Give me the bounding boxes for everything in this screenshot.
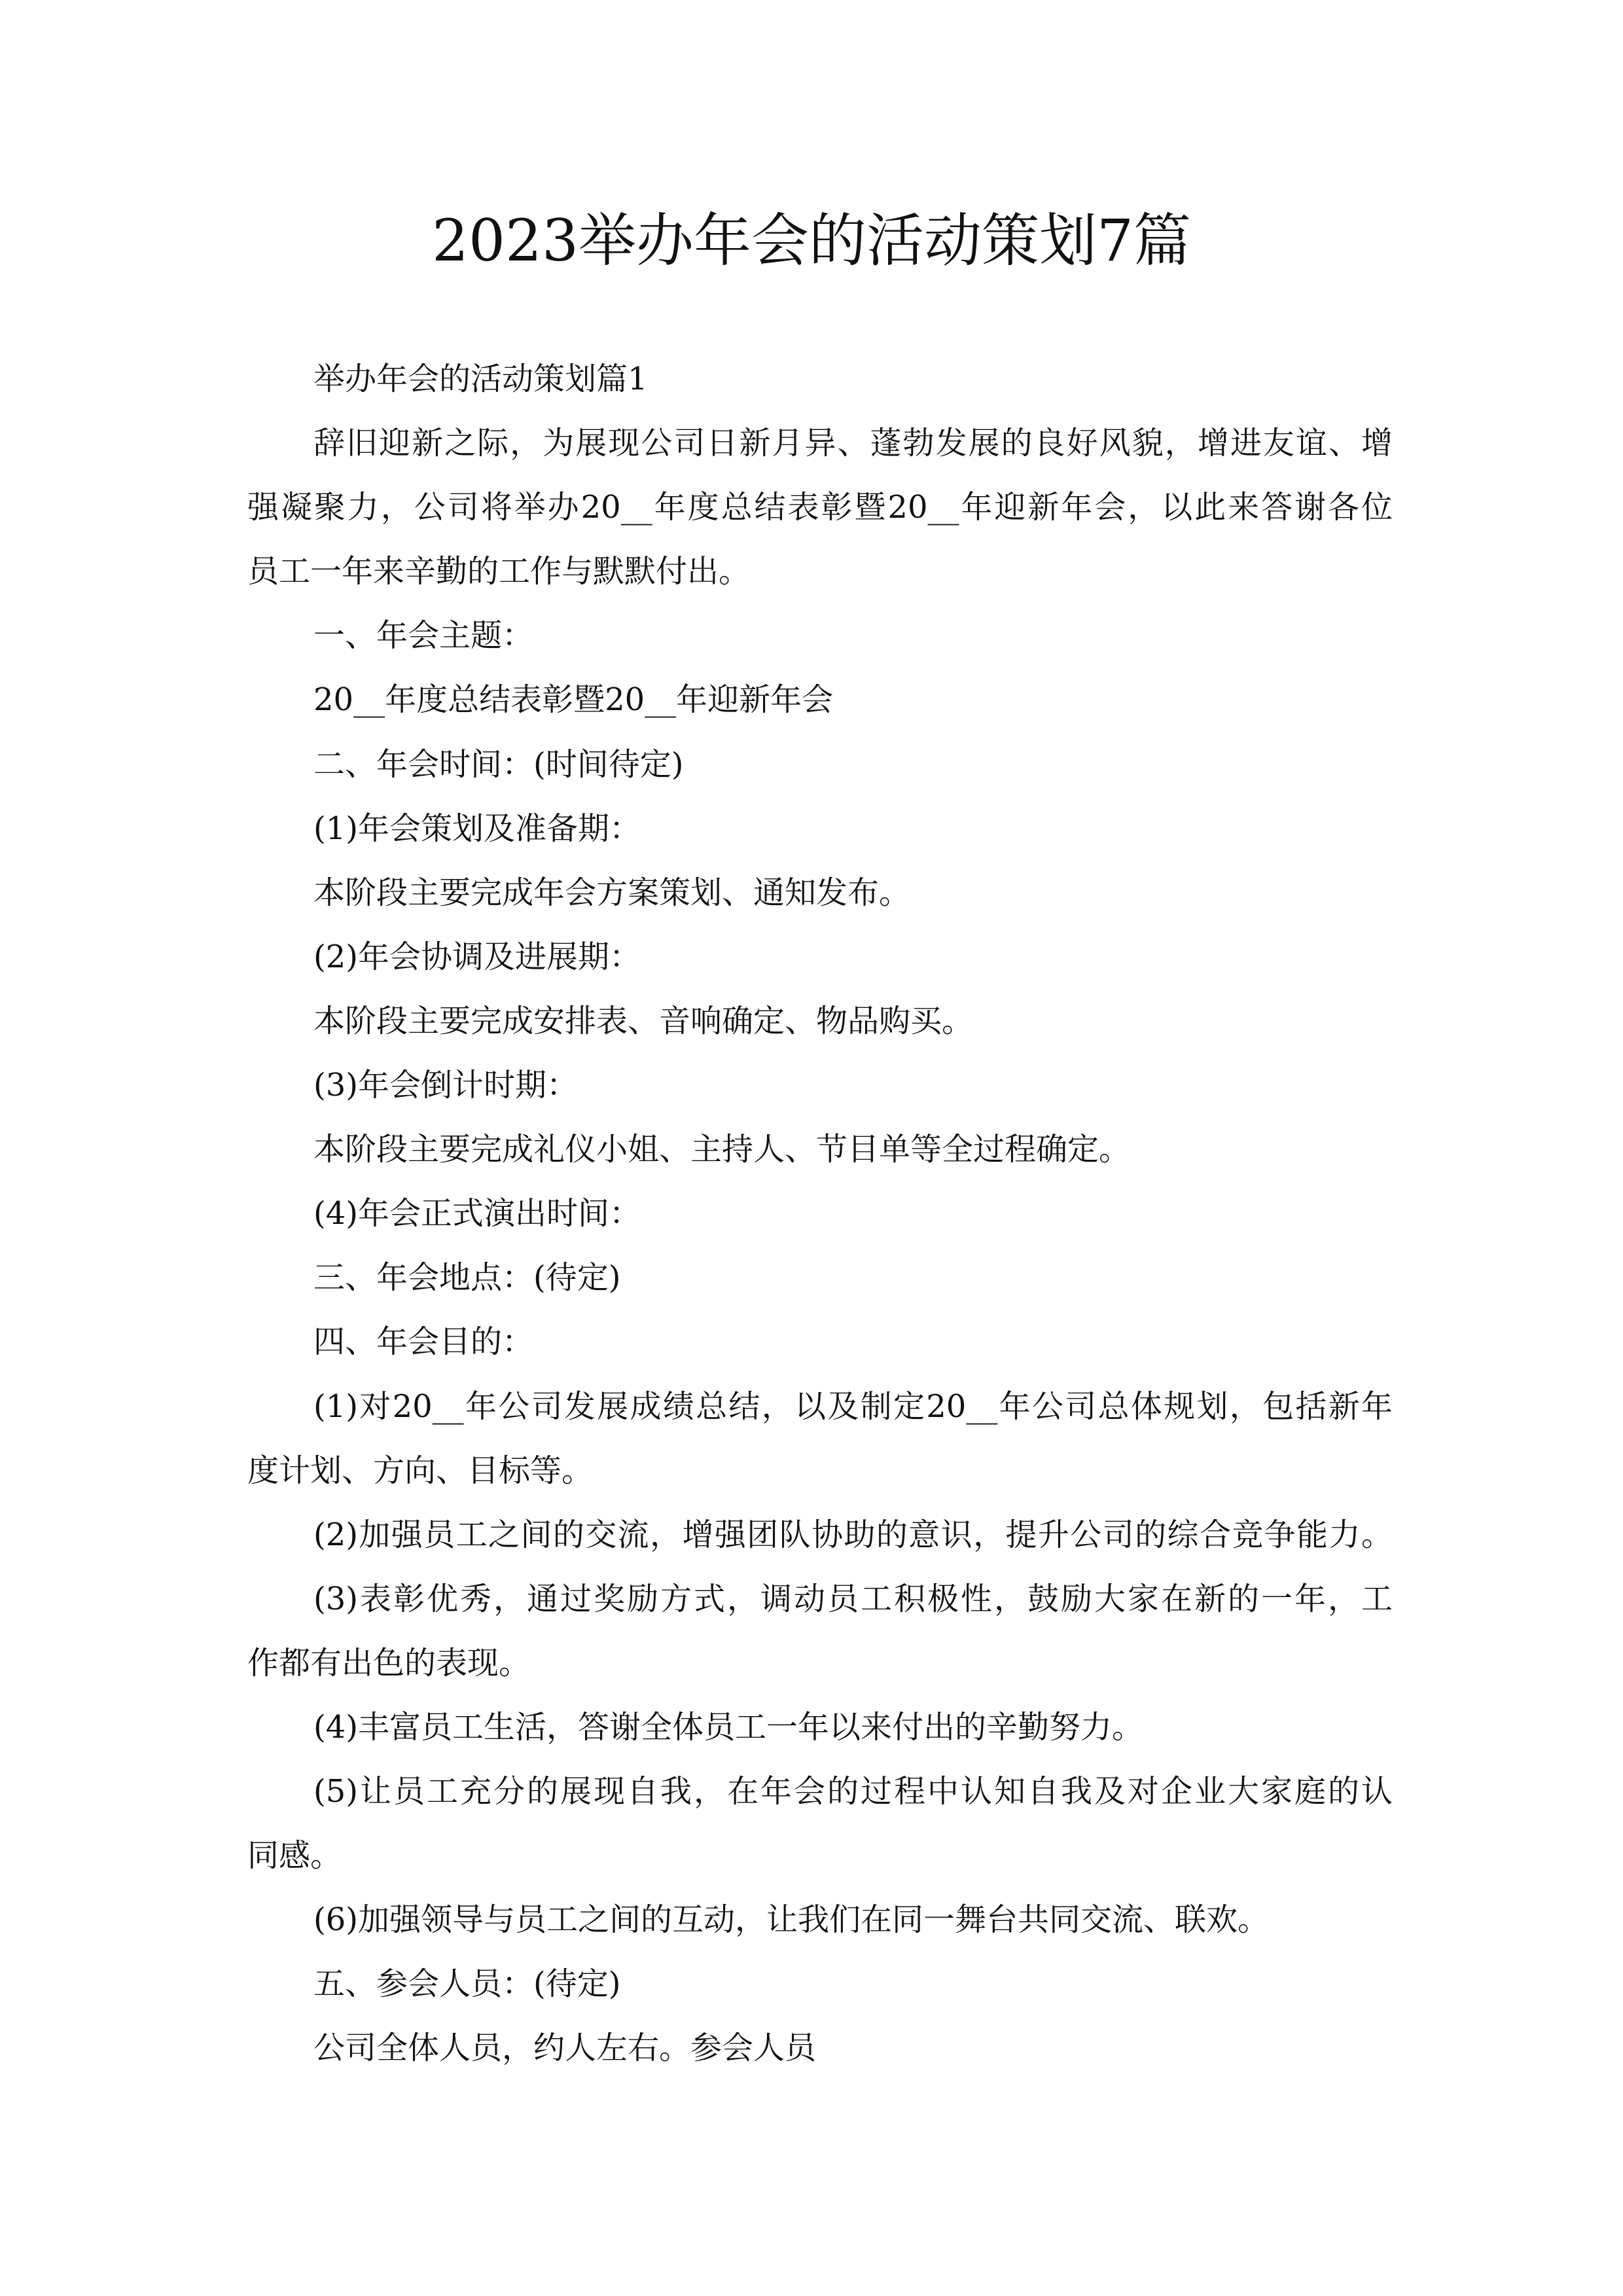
- text-line: 五、参会人员：(待定): [313, 1965, 621, 2003]
- text-line: (4)丰富员工生活，答谢全体员工一年以来付出的辛勤努力。: [313, 1708, 1143, 1746]
- text-line: (4)年会正式演出时间：: [313, 1195, 641, 1232]
- text-line: (3)表彰优秀，通过奖励方式，调动员工积极性，鼓励大家在新的一年，工: [313, 1580, 1393, 1617]
- text-line: 度计划、方向、目标等。: [247, 1452, 594, 1489]
- text-line: 员工一年来辛勤的工作与默默付出。: [247, 553, 751, 590]
- text-line: (2)加强员工之间的交流，增强团队协助的意识，提升公司的综合竞争能力。: [313, 1516, 1393, 1553]
- text-line: 本阶段主要完成年会方案策划、通知发布。: [313, 874, 911, 911]
- text-line: 作都有出色的表现。: [247, 1644, 531, 1681]
- text-line: 本阶段主要完成礼仪小姐、主持人、节目单等全过程确定。: [313, 1131, 1131, 1168]
- text-line: 本阶段主要完成安排表、音响确定、物品购买。: [313, 1002, 974, 1039]
- text-line: 一、年会主题：: [313, 617, 534, 655]
- text-line: 同感。: [247, 1837, 342, 1874]
- text-line: 四、年会目的：: [313, 1323, 534, 1361]
- text-line: 举办年会的活动策划篇1: [313, 361, 648, 397]
- text-line: (5)让员工充分的展现自我，在年会的过程中认知自我及对企业大家庭的认: [313, 1773, 1393, 1810]
- text-line: 强凝聚力，公司将举办20__年度总结表彰暨20__年迎新年会，以此来答谢各位: [247, 489, 1393, 526]
- text-line: (3)年会倒计时期：: [313, 1067, 578, 1104]
- text-line: 二、年会时间：(时间待定): [313, 745, 684, 783]
- document-title: 2023举办年会的活动策划7篇: [432, 207, 1191, 274]
- document-body: [247, 347, 1393, 2081]
- text-line: (1)年会策划及准备期：: [313, 810, 641, 847]
- text-line: (1)对20__年公司发展成绩总结，以及制定20__年公司总体规划，包括新年: [313, 1388, 1393, 1425]
- text-line: 三、年会地点：(待定): [313, 1259, 621, 1297]
- text-line: 辞旧迎新之际，为展现公司日新月异、蓬勃发展的良好风貌，增进友谊、增: [313, 425, 1393, 462]
- text-line: (6)加强领导与员工之间的互动，让我们在同一舞台共同交流、联欢。: [313, 1901, 1269, 1939]
- text-line: (2)年会协调及进展期：: [313, 938, 641, 975]
- text-line: 20__年度总结表彰暨20__年迎新年会: [313, 681, 834, 719]
- text-line: 公司全体人员，约人左右。参会人员: [313, 2030, 817, 2067]
